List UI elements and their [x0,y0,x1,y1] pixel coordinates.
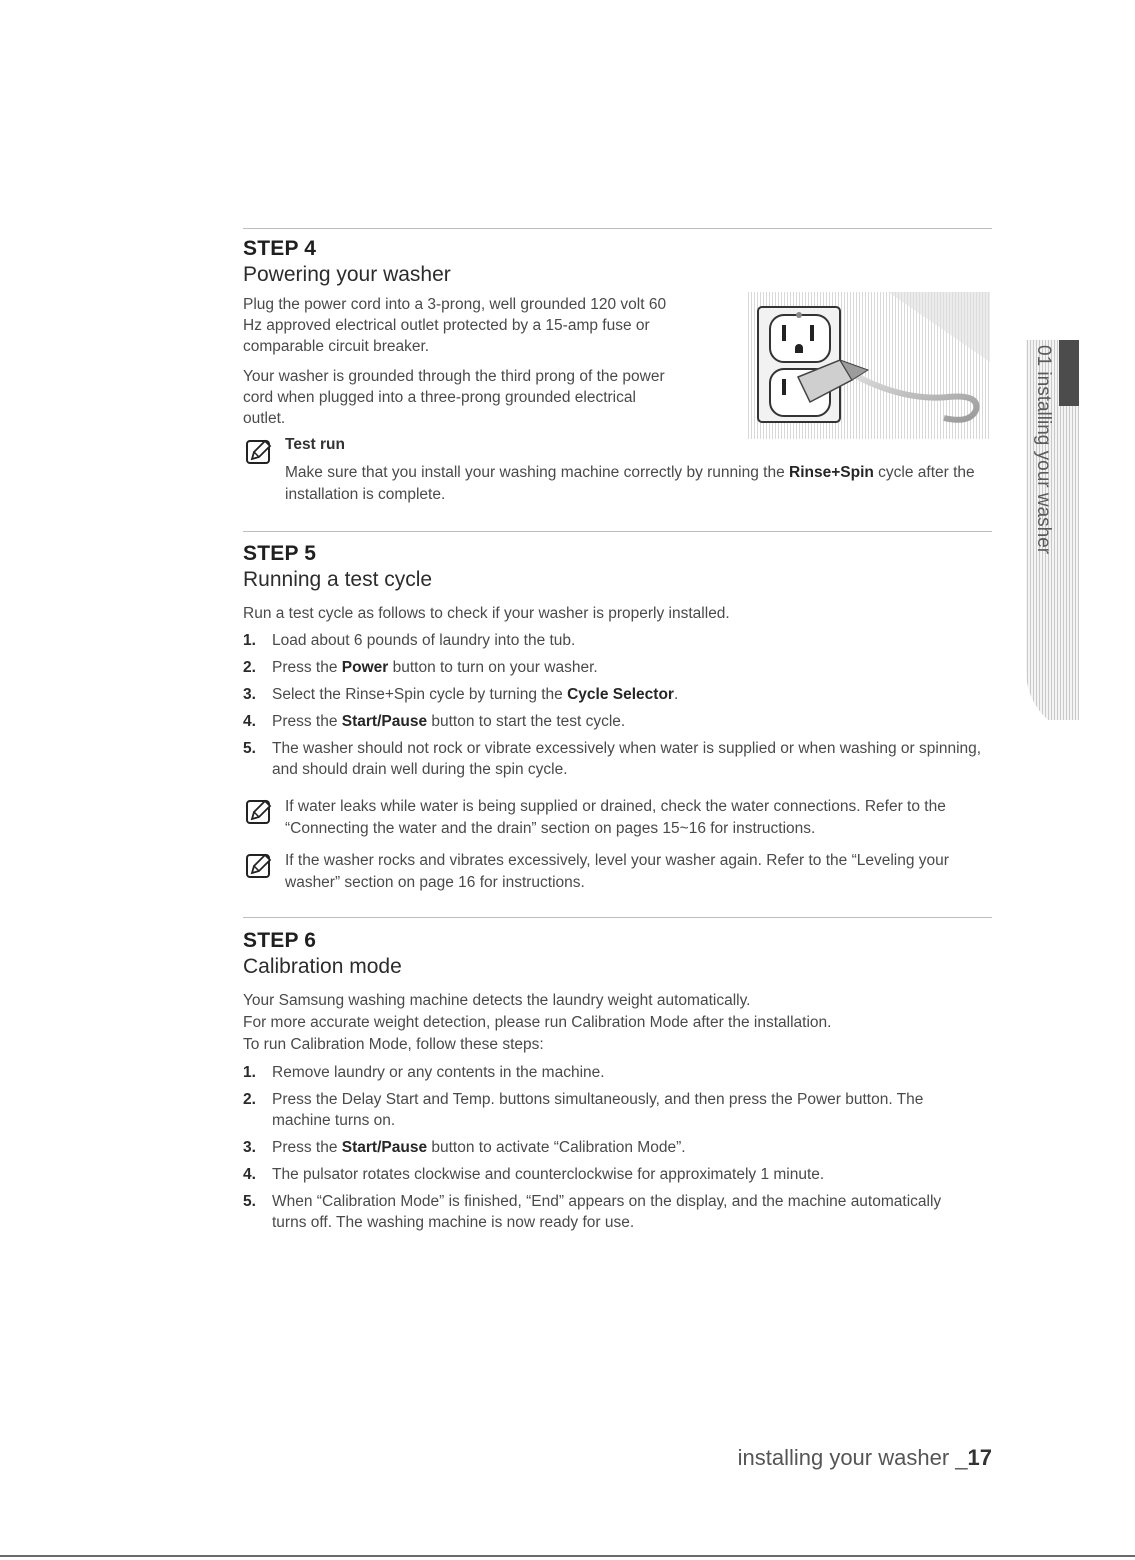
step6-label: STEP 6 [243,929,317,952]
section-tab-marker [1059,340,1079,406]
list-item: 4. Press the Start/Pause button to start the test cycle. [243,713,626,730]
leveling-note: If the washer rocks and vibrates excessively, level your washer again. Refer to the “Leveling your washer” section on page 16 for instructions. [285,852,949,891]
step5-list [243,630,1003,786]
water-leak-note: If water leaks while water is being supplied or drained, check the water connections. Refer to the “Connecting the water and the drain” section on pages 15~16 for instructions. [285,798,946,837]
step4-label: STEP 4 [243,237,317,260]
page-bottom-line [0,1555,1135,1557]
section-divider [243,917,992,918]
test-run-title: Test run [285,436,345,453]
list-item: 2. Press the Power button to turn on your washer. [243,659,598,676]
list-item: 5. The washer should not rock or vibrate excessively when water is supplied or when washing or spinning, and should drain well during the spin cycle. [243,740,982,778]
step5-title: Running a test cycle [243,568,433,591]
section-tab-label: 01 installing your washer [1033,345,1054,555]
list-item: 1. Load about 6 pounds of laundry into the tub. [243,632,576,649]
list-item: 1. Remove laundry or any contents in the machine. [243,1064,605,1081]
step4-title: Powering your washer [243,263,451,286]
list-item: 3. Press the Start/Pause button to activate “Calibration Mode”. [243,1139,686,1156]
step6-title: Calibration mode [243,955,402,978]
power-outlet-image [748,292,990,439]
list-item: 3. Select the Rinse+Spin cycle by turning the Cycle Selector. [243,686,679,703]
note-icon [244,797,274,827]
step6-list [243,1062,1003,1239]
step4-paragraph-1: Plug the power cord into a 3-prong, well grounded 120 volt 60 Hz approved electrical outlet protected by a 15-amp fuse or comparable circuit breaker. [243,296,667,355]
step6-intro: Your Samsung washing machine detects the laundry weight automatically. For more accurate weight detection, please run Calibration Mode after the installation. To run Calibration Mode, follow these steps: [243,992,832,1053]
page-number: 17 [967,1445,992,1470]
list-item: 4. The pulsator rotates clockwise and counterclockwise for approximately 1 minute. [243,1166,825,1183]
section-divider [243,228,992,229]
step5-intro: Run a test cycle as follows to check if your washer is properly installed. [243,605,730,622]
step5-label: STEP 5 [243,542,317,565]
test-run-note: Make sure that you install your washing machine correctly by running the Rinse+Spin cycle after the installation is complete. [285,464,975,503]
step4-paragraph-2: Your washer is grounded through the third prong of the power cord when plugged into a three-prong grounded electrical outlet. [243,368,665,427]
page-footer: installing your washer _17 [737,1445,992,1470]
note-icon [244,851,274,881]
list-item: 5. When “Calibration Mode” is finished, “End” appears on the display, and the machine automatically turns off. The washing machine is now ready for use. [243,1193,942,1231]
section-divider [243,531,992,532]
note-icon [244,437,274,467]
list-item: 2. Press the Delay Start and Temp. buttons simultaneously, and then press the Power button. The machine turns on. [243,1091,924,1129]
